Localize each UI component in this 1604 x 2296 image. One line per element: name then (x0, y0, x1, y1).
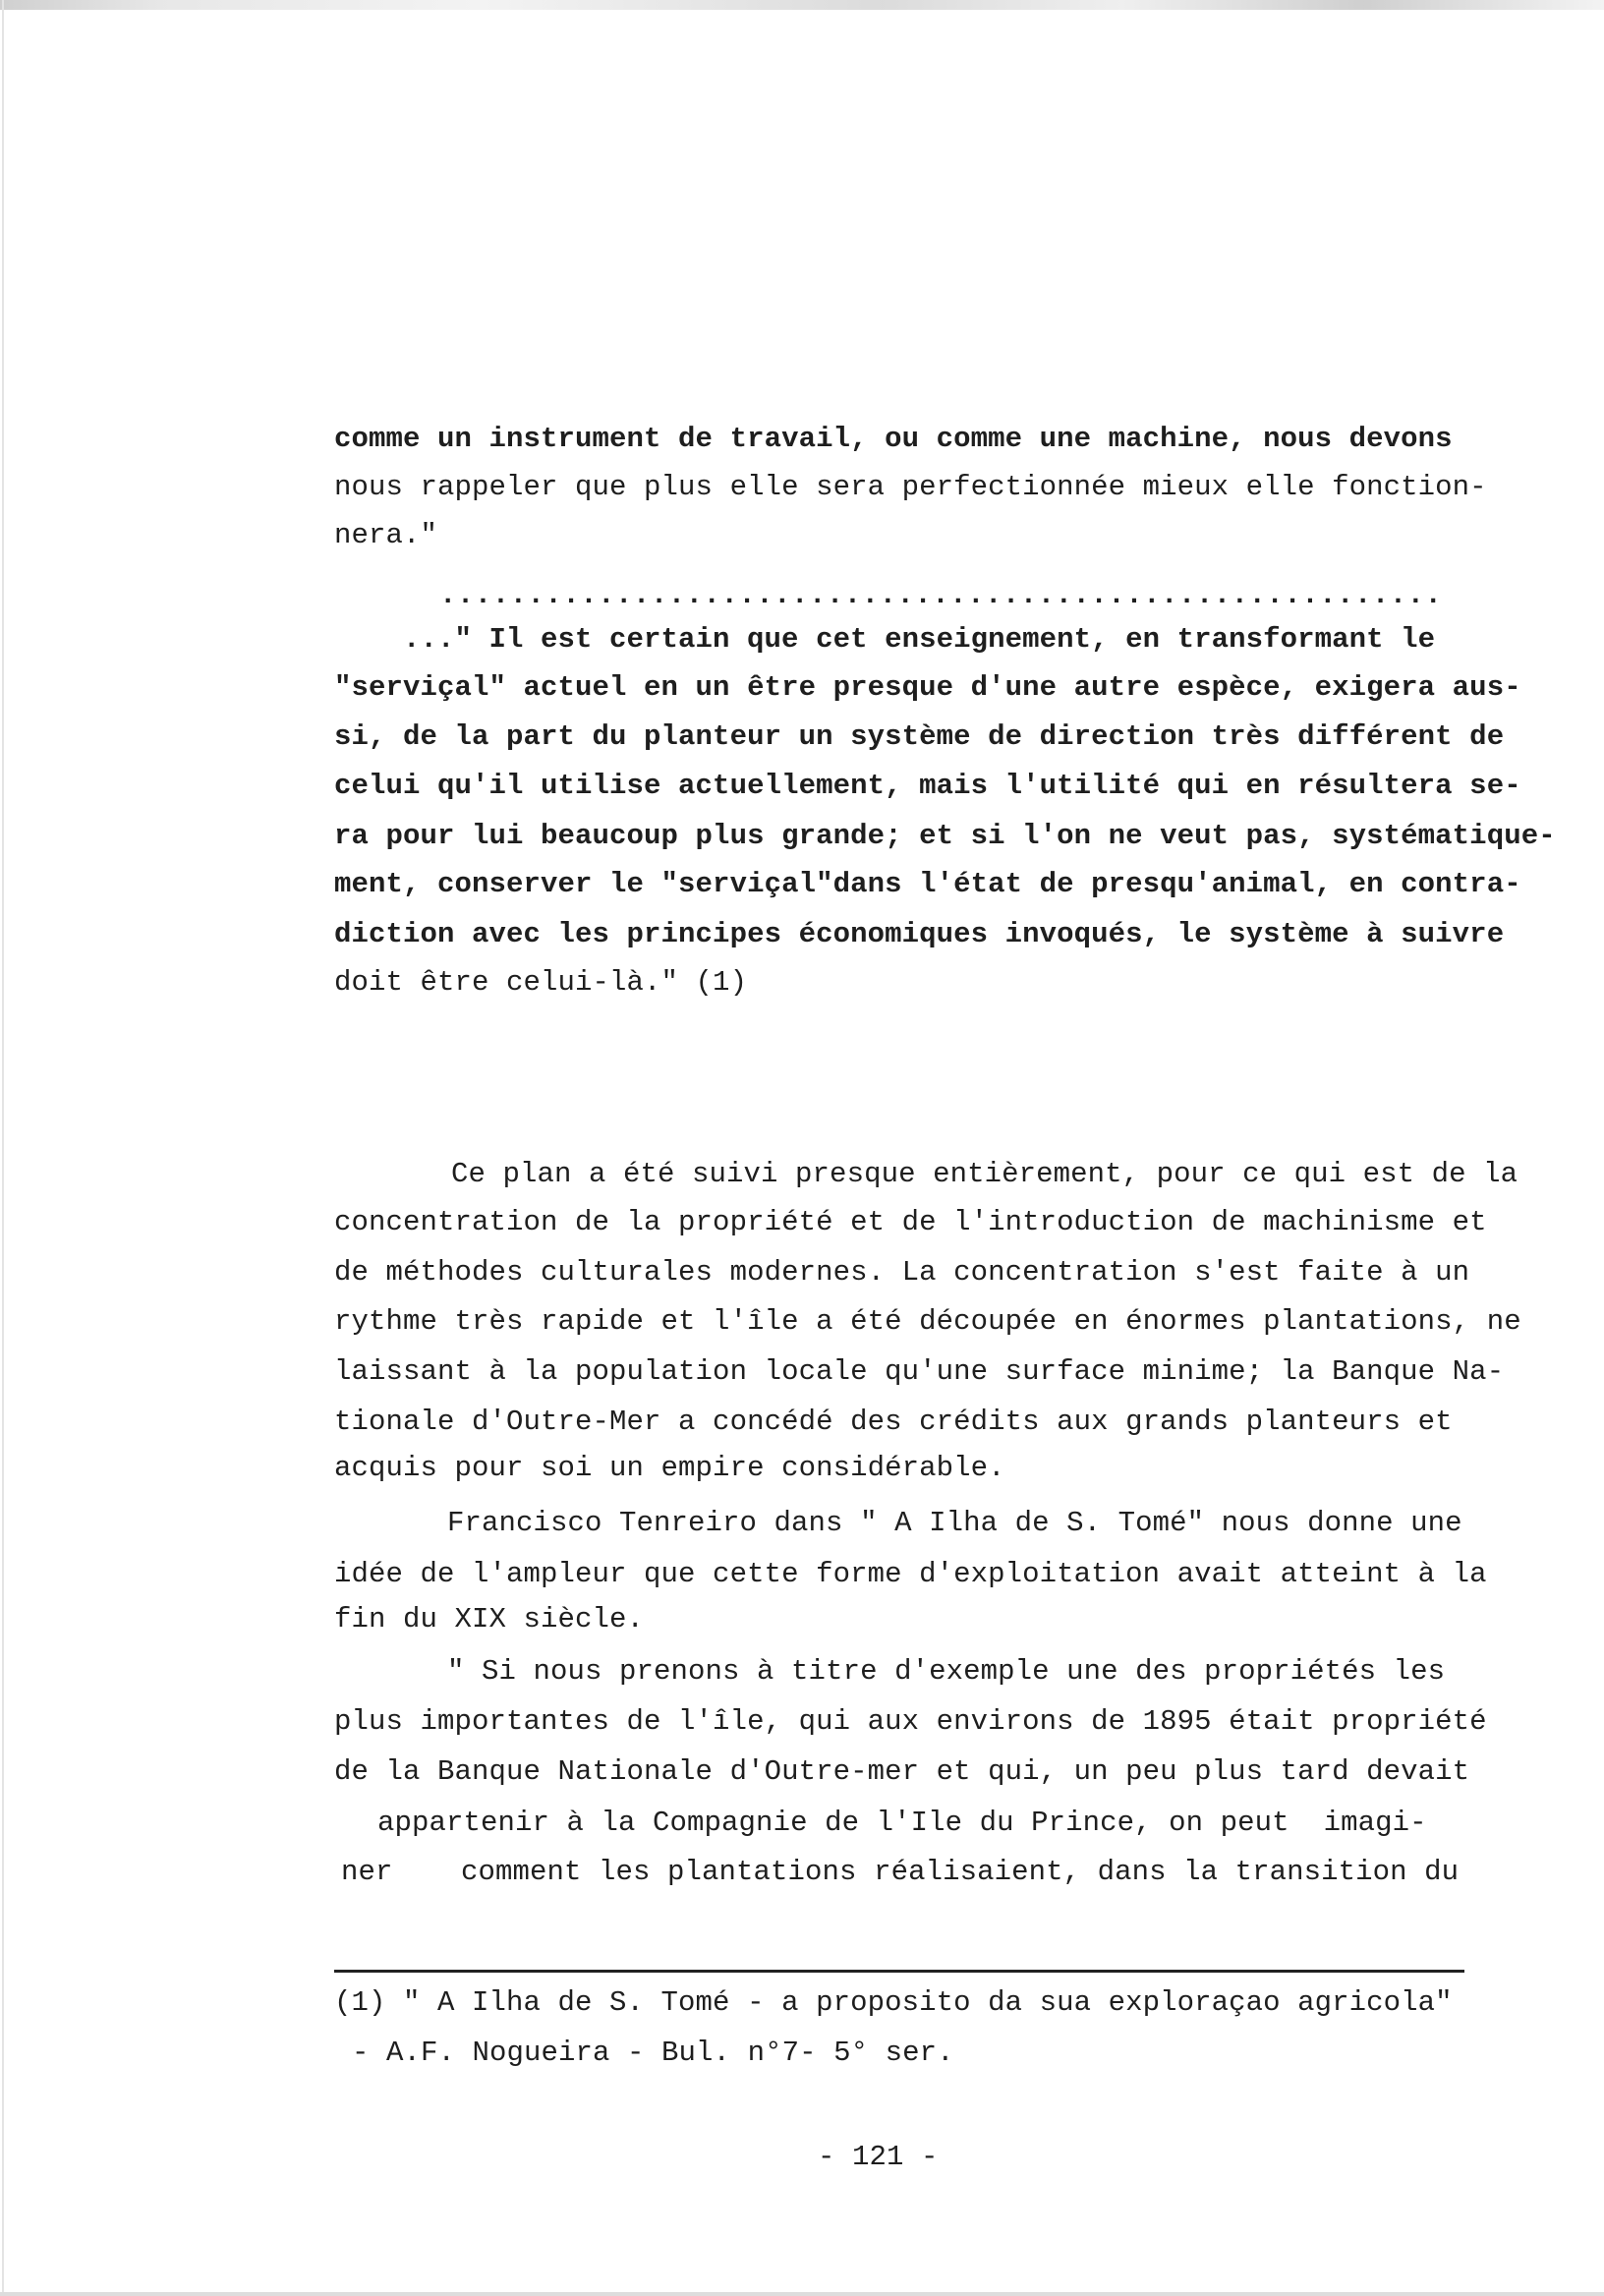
footnote-divider (334, 1970, 1464, 1973)
text-line: plus importantes de l'île, qui aux environs de 1895 était propriété (334, 1705, 1487, 1738)
text-line: de la Banque Nationale d'Outre-mer et qui, un peu plus tard devait (334, 1755, 1470, 1788)
text-line: ..." Il est certain que cet enseignement, en transformant le (403, 623, 1436, 656)
footnote-line: (1) " A Ilha de S. Tomé - a proposito da sua exploraçao agricola" (334, 1986, 1453, 2019)
text-line: nous rappeler que plus elle sera perfectionnée mieux elle fonction- (334, 471, 1487, 503)
text-line: Ce plan a été suivi presque entièrement, pour ce qui est de la (451, 1158, 1518, 1190)
text-line: appartenir à la Compagnie de l'Ile du Prince, on peut imagi- (377, 1807, 1427, 1839)
text-line: laissant à la population locale qu'une surface minime; la Banque Na- (334, 1355, 1505, 1388)
scan-edge-left (2, 0, 4, 2296)
text-line: doit être celui-là." (1) (334, 966, 748, 999)
text-line: tionale d'Outre-Mer a concédé des crédits aux grands planteurs et (334, 1406, 1453, 1438)
text-line: " Si nous prenons à titre d'exemple une des propriétés les (447, 1655, 1446, 1688)
text-line: celui qu'il utilise actuellement, mais l'utilité qui en résultera se- (334, 770, 1521, 802)
text-line: nera." (334, 519, 438, 551)
text-line: ment, conserver le "serviçal"dans l'état de presqu'animal, en contra- (334, 868, 1521, 900)
text-line: Francisco Tenreiro dans " A Ilha de S. Tomé" nous donne une (447, 1507, 1462, 1539)
text-line: concentration de la propriété et de l'introduction de machinisme et (334, 1206, 1487, 1238)
footnote-line: - A.F. Nogueira - Bul. n°7- 5° ser. (352, 2037, 954, 2069)
text-line: rythme très rapide et l'île a été découpée en énormes plantations, ne (334, 1305, 1521, 1338)
page-number: - 121 - (818, 2141, 939, 2173)
text-line: de méthodes culturales modernes. La concentration s'est faite à un (334, 1256, 1470, 1289)
scan-edge-bottom (0, 2292, 1604, 2296)
scan-edge-top (0, 0, 1604, 10)
text-line: comment les plantations réalisaient, dans la transition du (461, 1856, 1460, 1888)
text-line: acquis pour soi un empire considérable. (334, 1452, 1005, 1484)
ellipsis-row: ......................................................... (439, 579, 1443, 611)
text-line: comme un instrument de travail, ou comme une machine, nous devons (334, 423, 1453, 455)
text-line: fin du XIX siècle. (334, 1603, 645, 1636)
text-line: idée de l'ampleur que cette forme d'exploitation avait atteint à la (334, 1558, 1487, 1590)
text-line: ner (341, 1856, 393, 1888)
text-line: "serviçal" actuel en un être presque d'une autre espèce, exigera aus- (334, 671, 1521, 704)
text-line: diction avec les principes économiques invoqués, le système à suivre (334, 918, 1505, 950)
text-line: ra pour lui beaucoup plus grande; et si l'on ne veut pas, systématique- (334, 820, 1556, 852)
text-line: si, de la part du planteur un système de direction très différent de (334, 720, 1505, 753)
